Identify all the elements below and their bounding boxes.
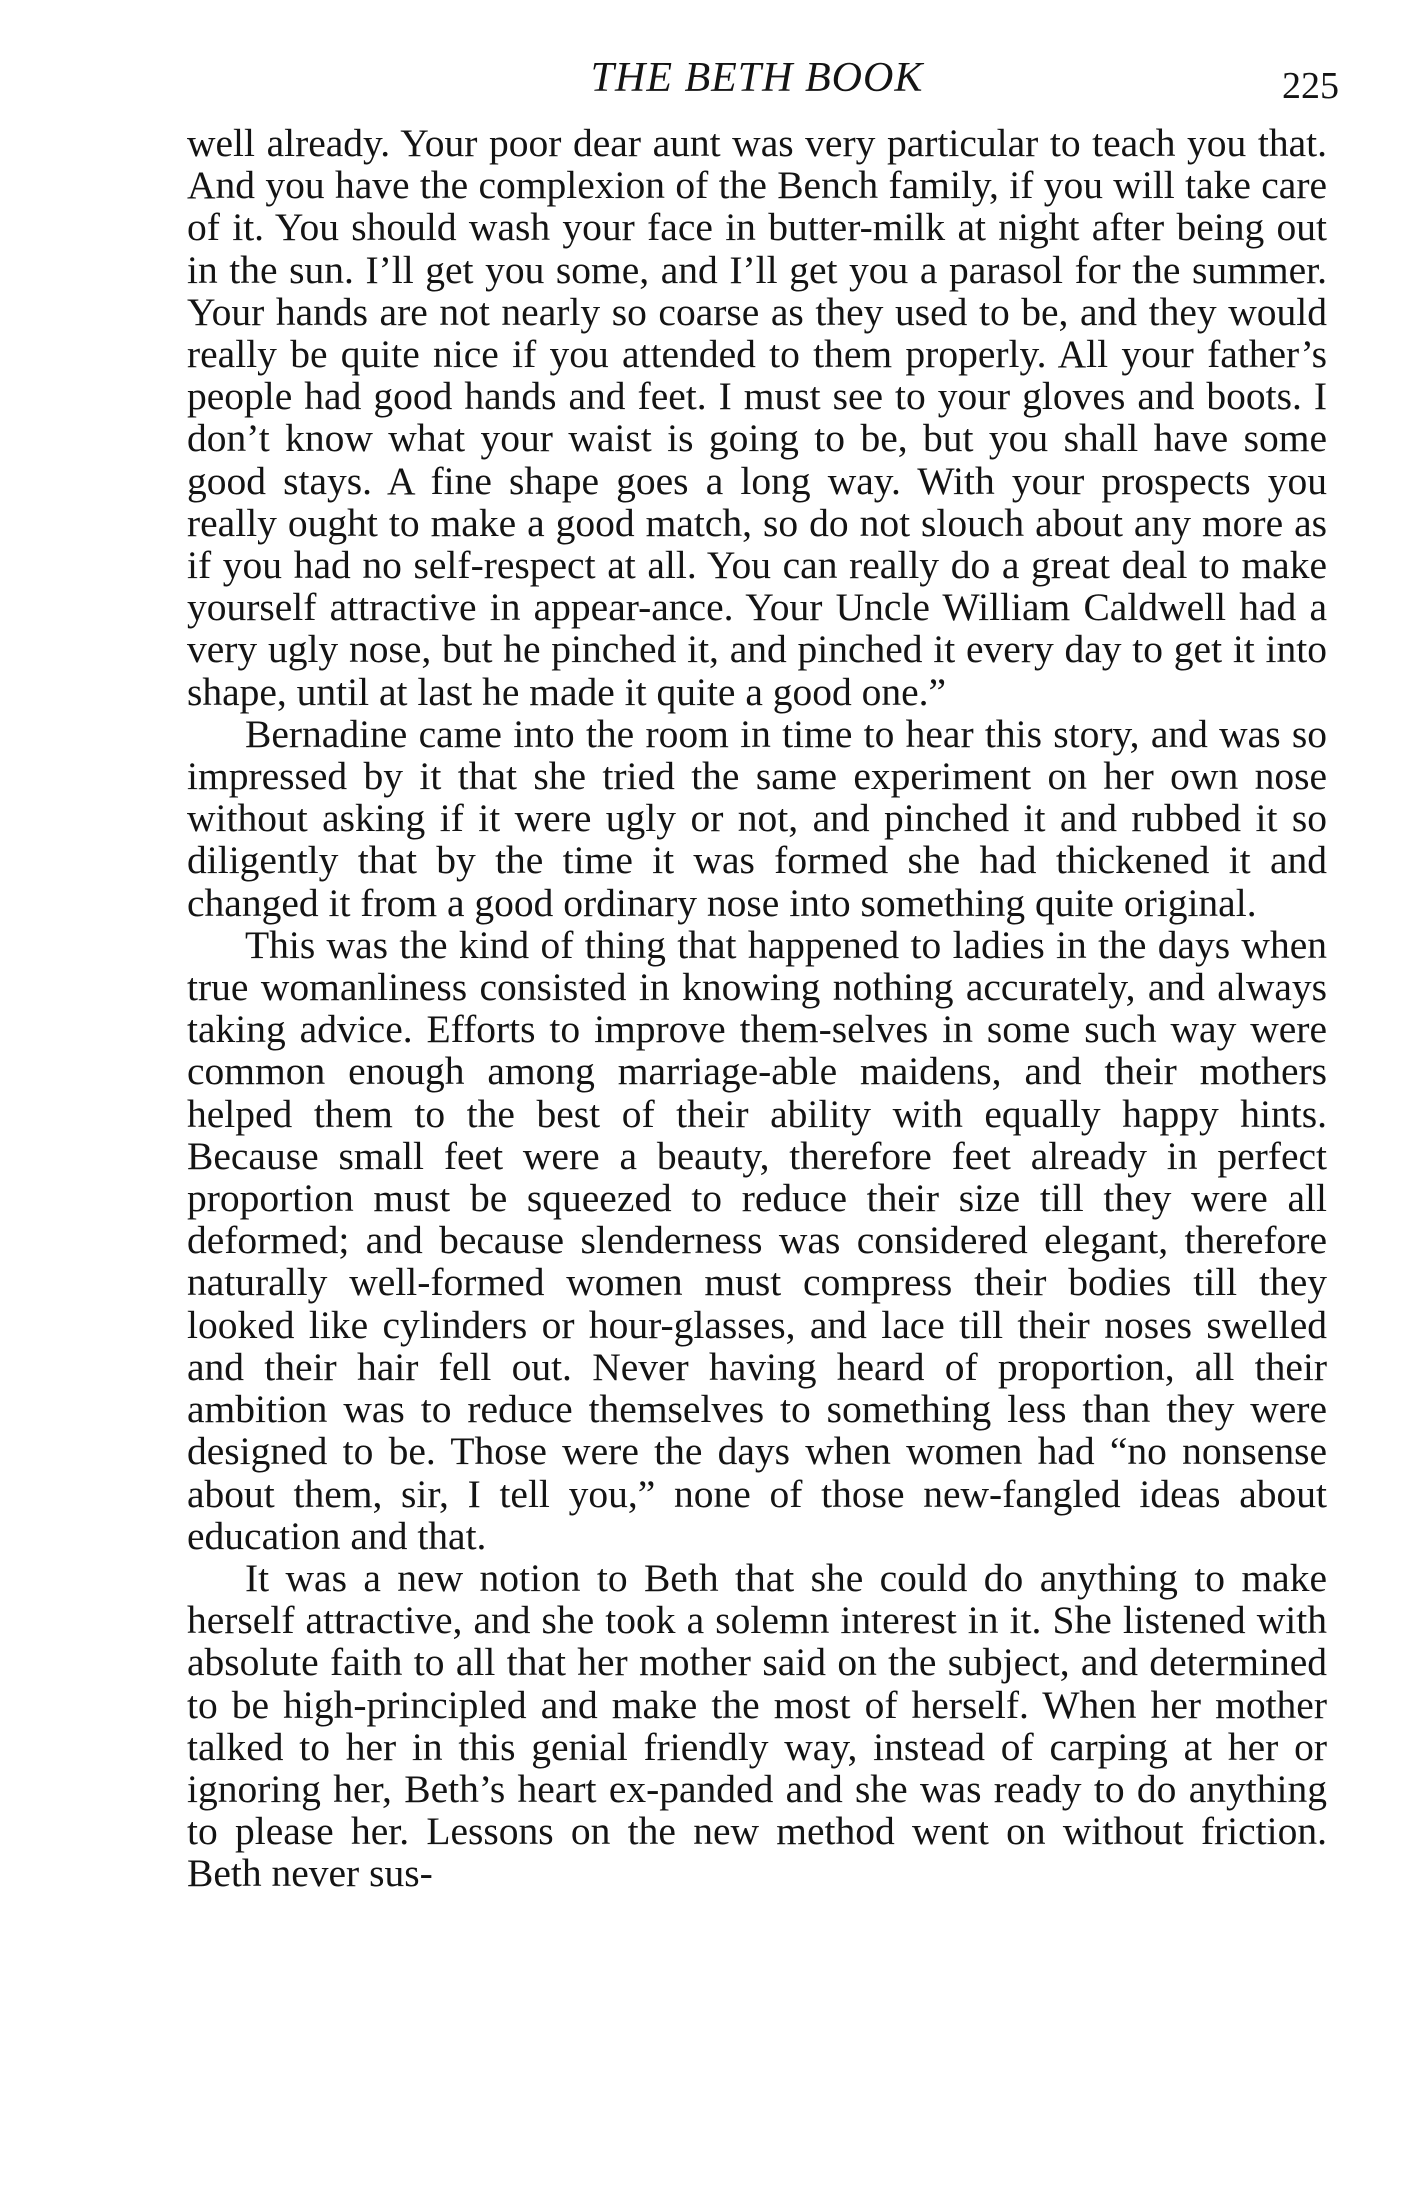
paragraph-womanliness: This was the kind of thing that happened to ladies in the days when true womanliness consisted in knowing nothing accurately, and always taking advice. Efforts to improve them-selves in some such way were common enough among marriage-able maidens, and their mothers helped them to the best of their ability with equally happy hints. Because small feet were a beauty, therefore feet already in perfect proportion must be squeezed to reduce their size till they were all deformed; and because slenderness was considered elegant, therefore naturally well-formed women must compress their bodies till they looked like cylinders or hour-glasses, and lace till their noses swelled and their hair fell out. Never having heard of proportion, all their ambition was to reduce themselves to something less than they were designed to be. Those were the days when women had “no nonsense about them, sir, I tell you,” none of those new-fangled ideas about education and that. [187, 922, 1327, 1558]
paragraph-beth: It was a new notion to Beth that she could do anything to make herself attractive, and she took a solemn interest in it. She listened with absolute faith to all that her mother said on the subject, and determined to be high-principled and make the most of herself. When her mother talked to her in this genial friendly way, instead of carping at her or ignoring her, Beth’s heart ex-panded and she was ready to do anything to please her. Lessons on the new method went on without friction. Beth never sus- [187, 1555, 1327, 1896]
body-text [187, 122, 1327, 1895]
running-title: THE BETH BOOK [590, 55, 924, 101]
page-number: 225 [1282, 65, 1339, 107]
book-page [187, 48, 1339, 1896]
paragraph-bernadine: Bernadine came into the room in time to hear this story, and was so impressed by it that she tried the same experiment on her own nose without asking if it were ugly or not, and pinched it and rubbed it so diligently that by the time it was formed she had thickened it and changed it from a good ordinary nose into something quite original. [187, 711, 1327, 925]
running-head [187, 48, 1339, 108]
paragraph-continued: well already. Your poor dear aunt was very particular to teach you that. And you have the complexion of the Bench family, if you will take care of it. You should wash your face in butter-milk at night after being out in the sun. I’ll get you some, and I’ll get you a parasol for the summer. Your hands are not nearly so coarse as they used to be, and they would really be quite nice if you attended to them properly. All your father’s people had good hands and feet. I must see to your gloves and boots. I don’t know what your waist is going to be, but you shall have some good stays. A fine shape goes a long way. With your prospects you really ought to make a good match, so do not slouch about any more as if you had no self-respect at all. You can really do a great deal to make yourself attractive in appear-ance. Your Uncle William Caldwell had a very ugly nose, but he pinched it, and pinched it every day to get it into shape, until at last he made it quite a good one.” [187, 121, 1327, 714]
